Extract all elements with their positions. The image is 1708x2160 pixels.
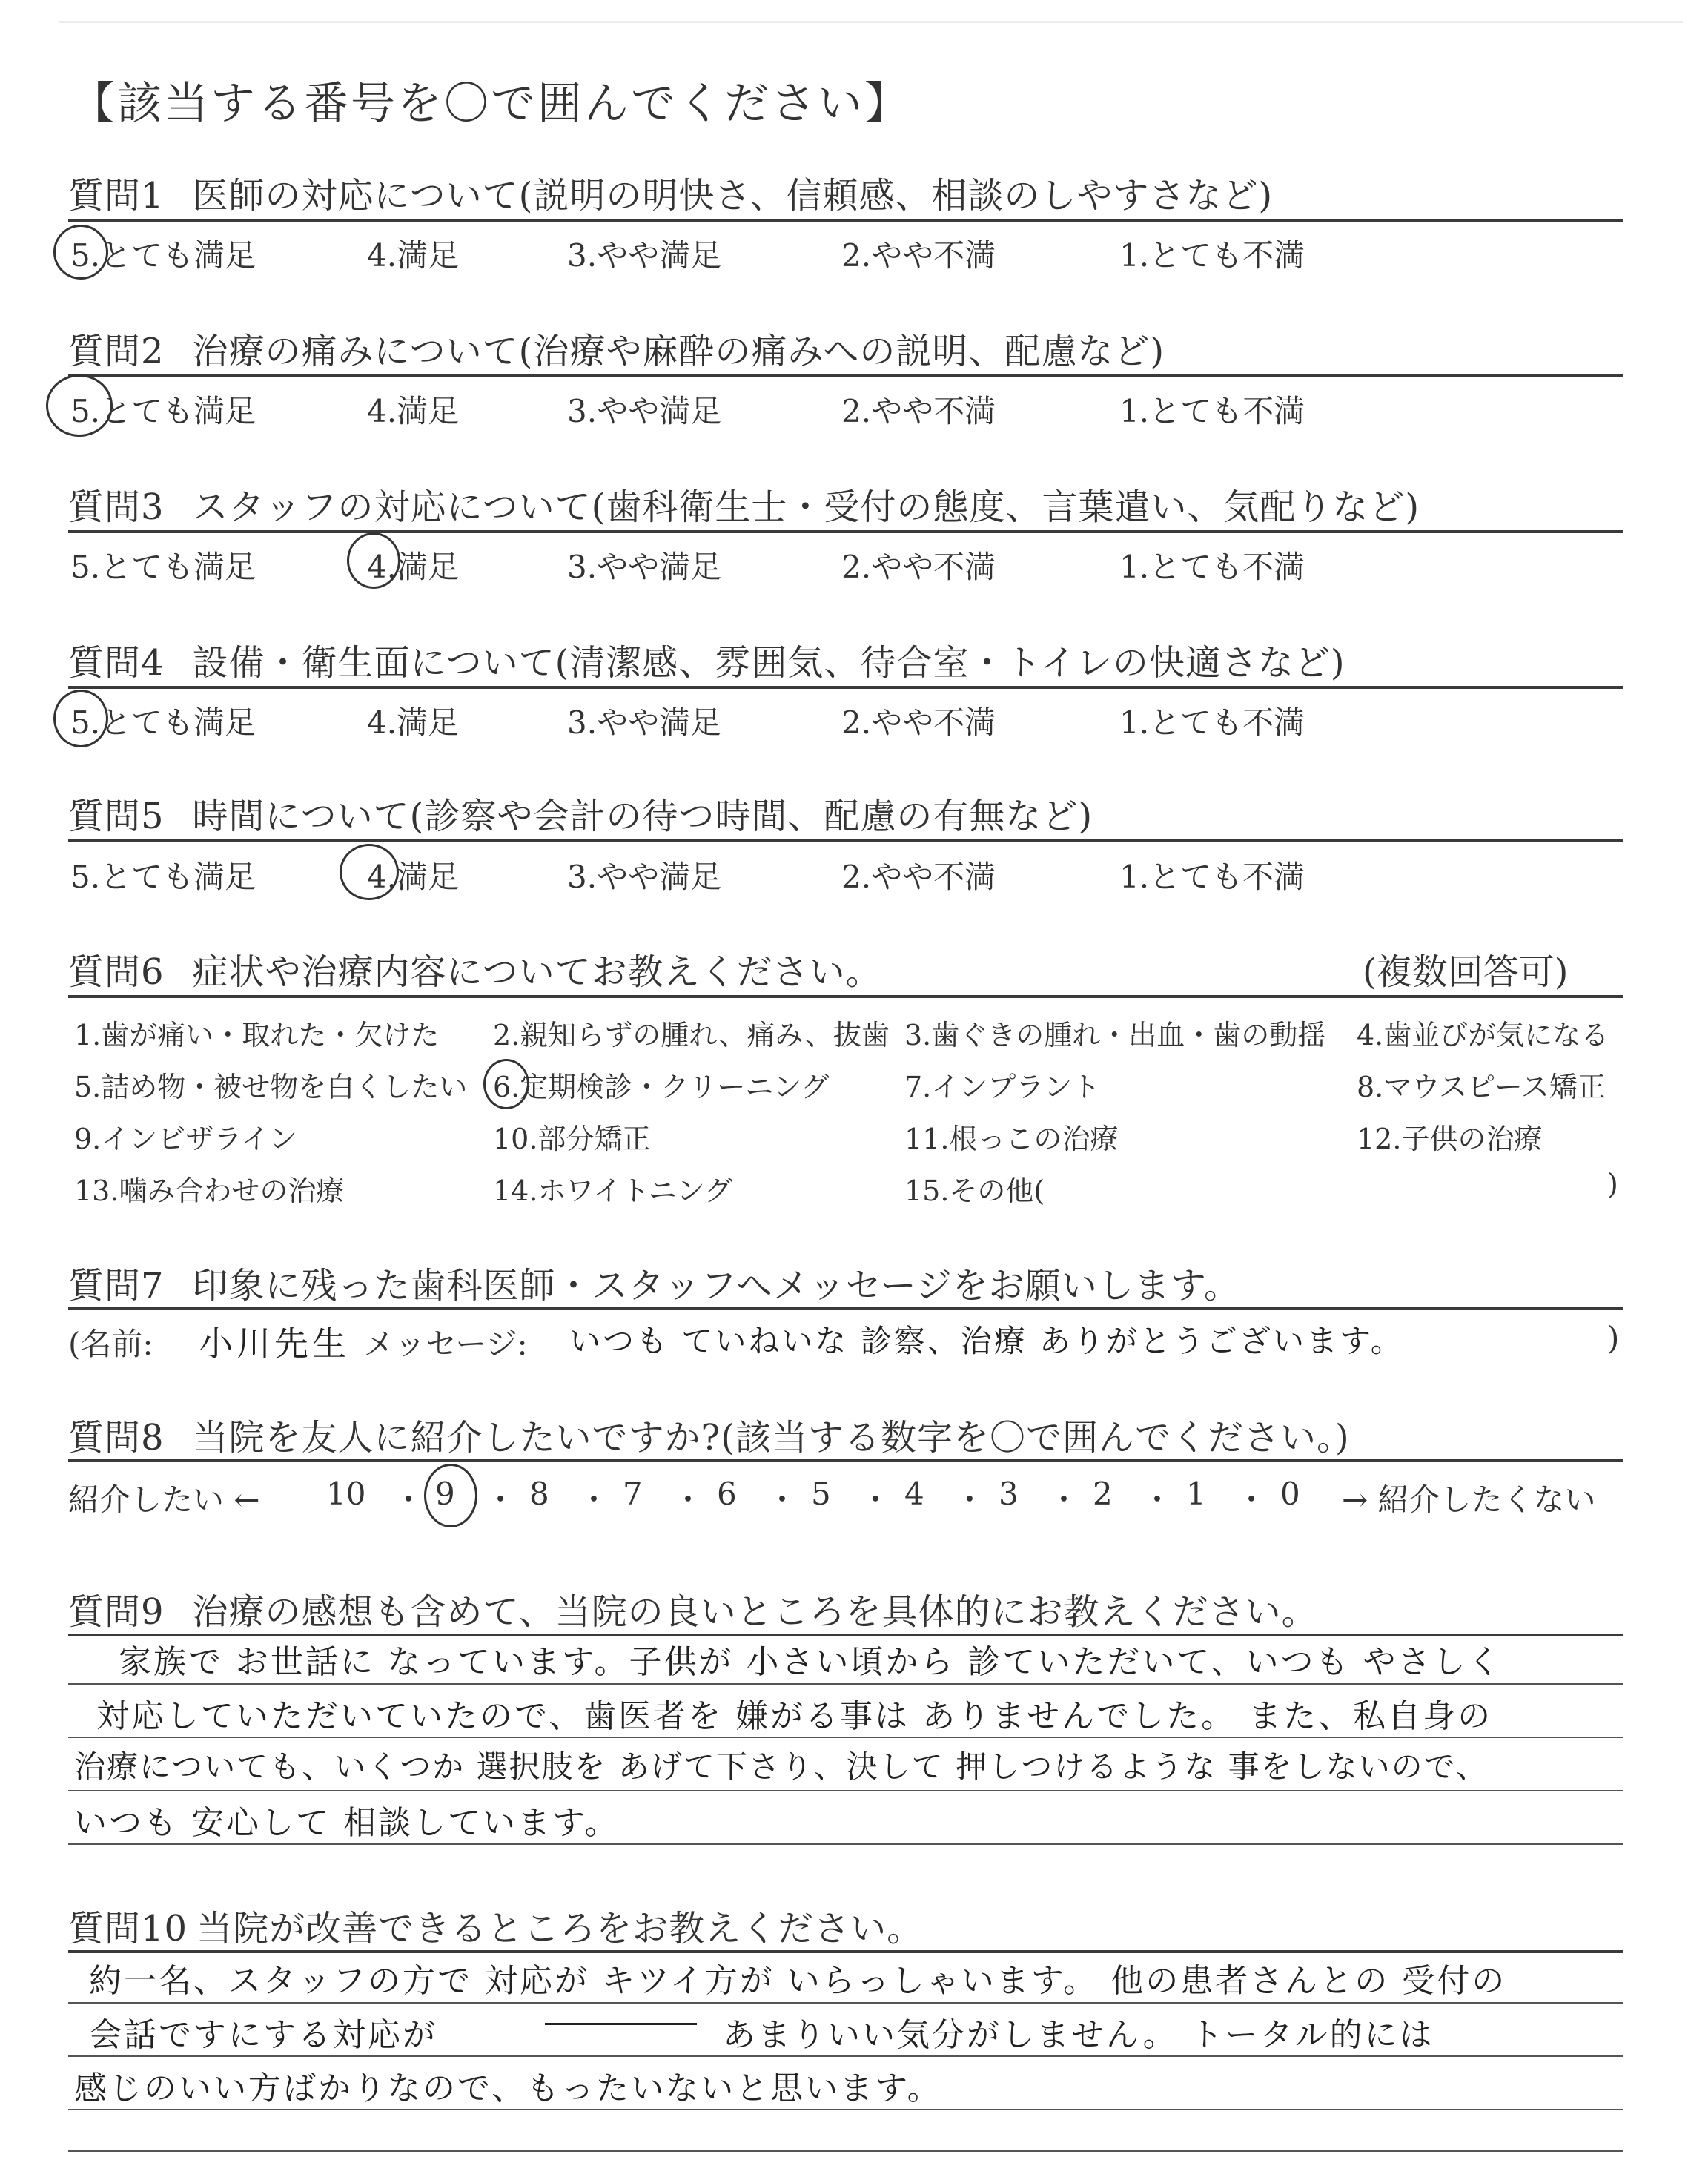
question-3-number: 質問3 <box>68 486 165 528</box>
q9-answer-rule-3 <box>68 1790 1623 1791</box>
question-1-title <box>68 167 1273 218</box>
question-1-number: 質問1 <box>68 175 165 217</box>
q2-option-2[interactable]: 2.やや不満 <box>841 393 996 429</box>
q9-answer-line-3[interactable]: 治療についても、いくつか 選択肢を あげて下さり、決して 押しつけるような 事をしないので、 <box>74 1748 1489 1785</box>
question-8-title <box>68 1409 1350 1460</box>
q10-answer-line-3[interactable]: 感じのいい方ばかりなので、もったいないと思います。 <box>74 2070 942 2107</box>
q2-option-5[interactable]: 5.とても満足 <box>70 393 256 429</box>
q8-scale-7[interactable]: 7 <box>623 1476 643 1512</box>
question-10-text: 当院が改善できるところをお教えください。 <box>196 1908 924 1949</box>
question-2-number: 質問2 <box>68 331 165 372</box>
q8-right-label: → 紹介したくない <box>1342 1482 1596 1518</box>
q5-option-5[interactable]: 5.とても満足 <box>70 859 256 895</box>
q7-handwritten-name[interactable]: 小川先生 <box>199 1324 350 1364</box>
question-3-text: スタッフの対応について(歯科衛生士・受付の態度、言葉遣い、気配りなど) <box>192 486 1420 528</box>
q4-selected-circle <box>53 690 108 747</box>
q1-option-2[interactable]: 2.やや不満 <box>841 237 996 274</box>
q10-answer-line-2b[interactable]: あまりいい気分がしません。 トータル的には <box>723 2016 1434 2054</box>
question-5-options <box>0 853 1708 897</box>
q8-scale-6[interactable]: 6 <box>717 1476 737 1512</box>
q9-answer-line-4[interactable]: いつも 安心して 相談しています。 <box>74 1804 620 1842</box>
q5-option-3[interactable]: 3.やや満足 <box>567 859 722 895</box>
question-7-rule <box>68 1307 1623 1310</box>
question-2-options <box>0 387 1708 432</box>
question-6-text: 症状や治療内容についてお教えください。 <box>192 951 882 993</box>
q6-other-close-paren: ) <box>1607 1168 1618 1200</box>
question-4-options <box>0 698 1708 743</box>
q10-strikethrough-mark <box>545 2023 697 2025</box>
q8-scale-2[interactable]: 2 <box>1093 1476 1113 1512</box>
q6-item-8[interactable]: 8.マウスピース矯正 <box>1357 1071 1606 1103</box>
q1-selected-circle <box>53 225 108 280</box>
question-4-text: 設備・衛生面について(清潔感、雰囲気、待合室・トイレの快適さなど) <box>192 642 1345 684</box>
q1-option-5[interactable]: 5.とても満足 <box>70 237 256 274</box>
q4-option-3[interactable]: 3.やや満足 <box>567 704 722 741</box>
question-8-text: 当院を友人に紹介したいですか?(該当する数字を〇で囲んでください。) <box>192 1417 1350 1459</box>
q6-item-9[interactable]: 9.インビザライン <box>74 1123 298 1155</box>
question-3-options <box>0 543 1708 587</box>
question-7-text: 印象に残った歯科医師・スタッフへメッセージをお願いします。 <box>192 1265 1240 1307</box>
question-4-rule <box>68 686 1623 689</box>
q8-scale-5[interactable]: 5 <box>811 1476 831 1512</box>
q4-option-5[interactable]: 5.とても満足 <box>70 704 256 741</box>
q7-name-prefix: (名前: <box>68 1326 153 1362</box>
q8-separator: ・ <box>578 1482 610 1518</box>
q10-answer-rule-1 <box>68 2002 1623 2004</box>
question-6-multiple-note: (複数回答可) <box>1363 951 1569 993</box>
question-10-title <box>68 1900 923 1951</box>
q9-answer-rule-2 <box>68 1737 1623 1738</box>
question-6-rule <box>68 995 1623 998</box>
q7-close-paren: ) <box>1607 1320 1620 1356</box>
q4-option-1[interactable]: 1.とても不満 <box>1119 704 1305 741</box>
q8-separator: ・ <box>860 1482 892 1518</box>
q6-selected-circle <box>483 1059 529 1109</box>
question-5-number: 質問5 <box>68 796 165 837</box>
question-9-number: 質問9 <box>68 1591 165 1633</box>
q1-option-1[interactable]: 1.とても不満 <box>1119 237 1305 274</box>
q4-option-2[interactable]: 2.やや不満 <box>841 704 996 741</box>
q6-item-15[interactable]: 15.その他( <box>904 1175 1045 1207</box>
q3-option-4[interactable]: 4.満足 <box>367 549 460 585</box>
question-9-text: 治療の感想も含めて、当院の良いところを具体的にお教えください。 <box>192 1591 1318 1633</box>
q6-item-5[interactable]: 5.詰め物・被せ物を白くしたい <box>74 1071 468 1103</box>
q3-option-5[interactable]: 5.とても満足 <box>70 549 256 585</box>
q6-item-14[interactable]: 14.ホワイトニング <box>493 1175 733 1207</box>
q6-item-7[interactable]: 7.インプラント <box>904 1071 1101 1103</box>
q2-option-1[interactable]: 1.とても不満 <box>1119 393 1305 429</box>
q3-option-1[interactable]: 1.とても不満 <box>1119 549 1305 585</box>
q8-scale-3[interactable]: 3 <box>999 1476 1019 1512</box>
question-10-rule <box>68 1950 1623 1953</box>
question-8-number: 質問8 <box>68 1417 165 1459</box>
question-6-title <box>68 943 882 994</box>
question-1-rule <box>68 219 1623 222</box>
q8-separator: ・ <box>672 1482 704 1518</box>
question-2-title <box>68 323 1165 374</box>
q5-option-4[interactable]: 4.満足 <box>367 859 460 895</box>
question-10-number: 質問10 <box>68 1908 188 1949</box>
question-1-options <box>0 231 1708 276</box>
q8-scale-0[interactable]: 0 <box>1280 1476 1300 1512</box>
q8-separator: ・ <box>954 1482 986 1518</box>
q8-scale-4[interactable]: 4 <box>904 1476 924 1512</box>
q9-answer-rule-4 <box>68 1843 1623 1845</box>
question-1-text: 医師の対応について(説明の明快さ、信頼感、相談のしやすさなど) <box>192 175 1274 217</box>
q9-answer-line-2[interactable]: 対応していただいていたので、歯医者を 嫌がる事は ありませんでした。 また、私自身の <box>96 1697 1493 1735</box>
top-divider <box>59 21 1683 23</box>
question-5-text: 時間について(診察や会計の待つ時間、配慮の有無など) <box>192 796 1093 837</box>
q6-item-12[interactable]: 12.子供の治療 <box>1357 1123 1543 1155</box>
q6-item-11[interactable]: 11.根っこの治療 <box>904 1123 1119 1155</box>
question-9-title <box>68 1583 1318 1634</box>
q7-message-label: メッセージ: <box>363 1326 528 1362</box>
question-2-rule <box>68 374 1623 377</box>
q10-answer-line-2a[interactable]: 会話ですにする対応が <box>89 2016 437 2054</box>
q3-selected-circle <box>347 532 400 589</box>
q8-scale-8[interactable]: 8 <box>529 1476 549 1512</box>
q10-answer-rule-4 <box>68 2150 1623 2152</box>
q7-handwritten-message[interactable]: いつも ていねいな 診察、治療 ありがとうございます。 <box>569 1323 1404 1359</box>
q5-selected-circle <box>340 844 399 900</box>
q6-item-13[interactable]: 13.噛み合わせの治療 <box>74 1175 345 1207</box>
question-5-title <box>68 787 1093 839</box>
q8-separator: ・ <box>767 1482 798 1518</box>
q10-answer-rule-2 <box>68 2055 1623 2057</box>
q6-item-2[interactable]: 2.親知らずの腫れ、痛み、抜歯 <box>493 1019 890 1051</box>
q8-separator: ・ <box>1142 1482 1174 1518</box>
question-3-rule <box>68 530 1623 533</box>
question-8-rule <box>68 1459 1623 1462</box>
q10-answer-line-1[interactable]: 約一名、スタッフの方で 対応が キツイ方が いらっしゃいます。 他の患者さんとの 受付の <box>89 1962 1507 2000</box>
q4-option-4[interactable]: 4.満足 <box>367 704 460 741</box>
q8-separator: ・ <box>1236 1482 1268 1518</box>
q3-option-3[interactable]: 3.やや満足 <box>567 549 722 585</box>
q8-left-label: 紹介したい ← <box>68 1482 260 1518</box>
question-4-title <box>68 634 1345 685</box>
q6-item-10[interactable]: 10.部分矯正 <box>493 1123 651 1155</box>
q1-option-3[interactable]: 3.やや満足 <box>567 237 722 274</box>
q8-separator: ・ <box>1048 1482 1080 1518</box>
question-7-number: 質問7 <box>68 1265 165 1307</box>
q5-option-1[interactable]: 1.とても不満 <box>1119 859 1305 895</box>
q2-selected-circle <box>46 374 113 437</box>
q8-separator: ・ <box>393 1482 425 1518</box>
q6-item-6[interactable]: 6.定期検診・クリーニング <box>493 1071 830 1103</box>
q2-option-3[interactable]: 3.やや満足 <box>567 393 722 429</box>
q6-item-1[interactable]: 1.歯が痛い・取れた・欠けた <box>74 1019 440 1051</box>
instruction-header: 【該当する番号を〇で囲んでください】 <box>70 78 911 130</box>
q3-option-2[interactable]: 2.やや不満 <box>841 549 996 585</box>
question-3-title <box>68 478 1420 529</box>
q2-option-4[interactable]: 4.満足 <box>367 393 460 429</box>
q10-answer-rule-3 <box>68 2109 1623 2110</box>
question-6-number: 質問6 <box>68 951 165 993</box>
q8-separator: ・ <box>485 1482 517 1518</box>
q9-answer-line-1[interactable]: 家族で お世話に なっています。子供が 小さい頃から 診ていただいて、いつも やさしく <box>119 1643 1503 1681</box>
question-5-rule <box>68 839 1623 842</box>
question-7-title <box>68 1257 1240 1308</box>
q6-item-4[interactable]: 4.歯並びが気になる <box>1357 1019 1609 1051</box>
q1-option-4[interactable]: 4.満足 <box>367 237 460 274</box>
q8-scale-10[interactable]: 10 <box>326 1476 366 1512</box>
q5-option-2[interactable]: 2.やや不満 <box>841 859 996 895</box>
q9-answer-rule-1 <box>68 1683 1623 1685</box>
q6-item-3[interactable]: 3.歯ぐきの腫れ・出血・歯の動揺 <box>904 1019 1326 1051</box>
question-4-number: 質問4 <box>68 642 165 684</box>
q8-scale-1[interactable]: 1 <box>1186 1476 1206 1512</box>
q8-scale-9[interactable]: 9 <box>435 1476 455 1512</box>
question-2-text: 治療の痛みについて(治療や麻酔の痛みへの説明、配慮など) <box>192 331 1165 372</box>
q8-selected-circle <box>424 1464 477 1527</box>
